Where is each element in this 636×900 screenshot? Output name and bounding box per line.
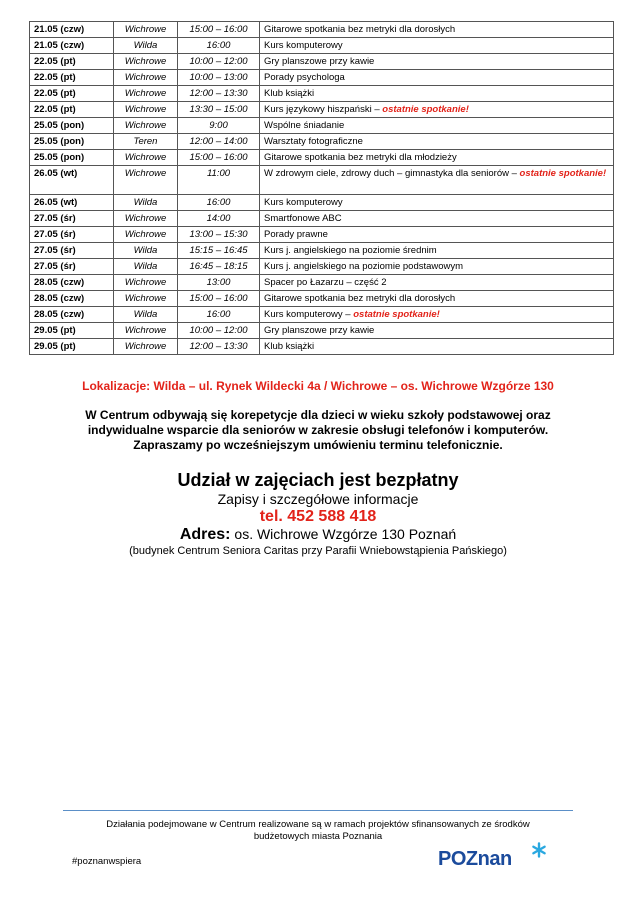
row-date-text: 27.05 (śr)	[34, 213, 76, 224]
address-label: Adres:	[179, 526, 231, 543]
last-meeting-note: ostatnie spotkanie!	[519, 168, 607, 179]
row-location	[114, 307, 178, 323]
schedule-row	[30, 339, 614, 355]
schedule-row	[30, 102, 614, 118]
row-location-text: Wilda	[133, 40, 158, 51]
footer-divider	[63, 810, 573, 811]
row-location	[114, 150, 178, 166]
row-title-text: Kurs j. angielskiego na poziomie średnim	[264, 245, 437, 256]
signup-line: Zapisy i szczegółowe informacje	[217, 491, 419, 507]
row-title-text: Spacer po Łazarzu – część 2	[264, 277, 387, 288]
row-time	[178, 70, 260, 86]
row-title-text: Gitarowe spotkania bez metryki dla dorosłych	[264, 24, 456, 35]
row-time	[178, 323, 260, 339]
row-date	[30, 259, 114, 275]
last-meeting-note: ostatnie spotkanie!	[353, 309, 440, 320]
row-title	[260, 166, 614, 195]
phone-number: tel. 452 588 418	[259, 508, 377, 525]
row-title	[260, 339, 614, 355]
row-date	[30, 166, 114, 195]
row-time	[178, 227, 260, 243]
row-location	[114, 22, 178, 38]
row-title	[260, 323, 614, 339]
row-date-text: 22.05 (pt)	[34, 56, 76, 67]
address-line	[0, 526, 636, 544]
locations-line: Lokalizacje: Wilda – ul. Rynek Wildecki 4a / Wichrowe – os. Wichrowe Wzgórze 130	[82, 379, 554, 393]
row-location	[114, 86, 178, 102]
row-location	[114, 166, 178, 195]
row-time-text: 14:00	[206, 213, 231, 224]
row-location-text: Wichrowe	[124, 56, 167, 67]
row-date	[30, 70, 114, 86]
schedule-row	[30, 307, 614, 323]
row-time	[178, 54, 260, 70]
schedule-row	[30, 227, 614, 243]
row-time	[178, 166, 260, 195]
row-title-text: Kurs komputerowy –	[264, 309, 354, 320]
row-location	[114, 259, 178, 275]
last-meeting-note: ostatnie spotkanie!	[382, 104, 469, 115]
row-title-text: Klub książki	[264, 88, 315, 99]
row-date	[30, 227, 114, 243]
row-time	[178, 339, 260, 355]
row-title-text: Gitarowe spotkania bez metryki dla dorosłych	[264, 293, 456, 304]
schedule-row	[30, 38, 614, 54]
row-location-text: Teren	[133, 136, 158, 147]
schedule-row	[30, 22, 614, 38]
row-date	[30, 22, 114, 38]
schedule-row	[30, 118, 614, 134]
row-title	[260, 195, 614, 211]
row-title-text: Kurs komputerowy	[264, 197, 343, 208]
row-date-text: 28.05 (czw)	[34, 277, 85, 288]
schedule-row	[30, 275, 614, 291]
row-time-text: 11:00	[206, 168, 231, 179]
poznan-logo	[438, 842, 550, 870]
row-location	[114, 227, 178, 243]
row-title-text: Klub książki	[264, 341, 315, 352]
row-location	[114, 134, 178, 150]
schedule-row	[30, 243, 614, 259]
row-location	[114, 195, 178, 211]
info-paragraph: W Centrum odbywają się korepetycje dla dzieci w wieku szkoły podstawowej oraz indywidualne wsparcie dla seniorów w zakresie obsługi telefonów i komputerów. Zapraszamy po wcześniejszym umówieniu terminu telefonicznie.	[85, 408, 551, 452]
row-title	[260, 102, 614, 118]
star-icon	[531, 842, 547, 858]
row-time-text: 12:00 – 14:00	[189, 136, 248, 147]
row-title-text: Kurs językowy hiszpański –	[264, 104, 383, 115]
row-location-text: Wichrowe	[124, 120, 167, 131]
row-time-text: 15:00 – 16:00	[189, 24, 248, 35]
row-title-text: Smartfonowe ABC	[264, 213, 342, 224]
row-time	[178, 118, 260, 134]
row-title-text: Porady prawne	[264, 229, 328, 240]
row-location	[114, 118, 178, 134]
row-date	[30, 134, 114, 150]
row-date-text: 28.05 (czw)	[34, 309, 85, 320]
row-time	[178, 307, 260, 323]
row-title	[260, 150, 614, 166]
row-location	[114, 54, 178, 70]
schedule-table	[29, 21, 614, 355]
row-title-text: Porady psychologa	[264, 72, 345, 83]
row-title	[260, 70, 614, 86]
row-date-text: 21.05 (czw)	[34, 40, 85, 51]
schedule-row	[30, 195, 614, 211]
row-time-text: 16:00	[206, 40, 231, 51]
row-title	[260, 22, 614, 38]
row-location	[114, 275, 178, 291]
row-date-text: 27.05 (śr)	[34, 229, 76, 240]
row-location-text: Wichrowe	[124, 229, 167, 240]
row-location-text: Wichrowe	[124, 24, 167, 35]
row-date	[30, 291, 114, 307]
row-title	[260, 54, 614, 70]
row-location	[114, 38, 178, 54]
row-date	[30, 102, 114, 118]
row-date	[30, 86, 114, 102]
row-location-text: Wilda	[133, 245, 158, 256]
row-location	[114, 70, 178, 86]
row-date	[30, 275, 114, 291]
row-date	[30, 150, 114, 166]
row-location-text: Wichrowe	[124, 293, 167, 304]
row-location-text: Wichrowe	[124, 325, 167, 336]
address-note: (budynek Centrum Seniora Caritas przy Parafii Wniebowstąpienia Pańskiego)	[129, 545, 507, 557]
row-location-text: Wichrowe	[124, 72, 167, 83]
schedule-row	[30, 291, 614, 307]
schedule-row	[30, 54, 614, 70]
row-time-text: 15:15 – 16:45	[189, 245, 248, 256]
row-date-text: 27.05 (śr)	[34, 261, 76, 272]
row-title-text: Gry planszowe przy kawie	[264, 325, 375, 336]
row-location-text: Wichrowe	[124, 213, 167, 224]
row-date-text: 26.05 (wt)	[34, 197, 78, 208]
row-time-text: 9:00	[209, 120, 228, 131]
row-title	[260, 86, 614, 102]
row-time-text: 12:00 – 13:30	[189, 341, 248, 352]
row-time-text: 16:45 – 18:15	[189, 261, 248, 272]
row-date	[30, 323, 114, 339]
row-date-text: 29.05 (pt)	[34, 325, 76, 336]
row-time-text: 13:00 – 15:30	[189, 229, 248, 240]
row-date	[30, 118, 114, 134]
row-location-text: Wilda	[133, 261, 158, 272]
row-title-text: Gry planszowe przy kawie	[264, 56, 375, 67]
row-time	[178, 38, 260, 54]
row-time-text: 16:00	[206, 309, 231, 320]
row-title	[260, 291, 614, 307]
row-time-text: 15:00 – 16:00	[189, 152, 248, 163]
row-date-text: 27.05 (śr)	[34, 245, 76, 256]
schedule-body	[30, 22, 614, 355]
row-date-text: 22.05 (pt)	[34, 72, 76, 83]
row-time-text: 12:00 – 13:30	[189, 88, 248, 99]
schedule-row	[30, 211, 614, 227]
row-time-text: 16:00	[206, 197, 231, 208]
row-title-text: Kurs j. angielskiego na poziomie podstawowym	[264, 261, 464, 272]
row-date-text: 26.05 (wt)	[34, 168, 78, 179]
row-date-text: 22.05 (pt)	[34, 104, 76, 115]
row-title	[260, 259, 614, 275]
row-time-text: 13:00	[206, 277, 231, 288]
row-date-text: 25.05 (pon)	[34, 120, 85, 131]
row-time	[178, 291, 260, 307]
row-time	[178, 134, 260, 150]
row-title-text: Warsztaty fotograficzne	[264, 136, 363, 147]
row-location-text: Wichrowe	[124, 152, 167, 163]
row-location	[114, 339, 178, 355]
row-time	[178, 195, 260, 211]
row-title	[260, 134, 614, 150]
schedule-row	[30, 166, 614, 195]
row-date	[30, 211, 114, 227]
row-time	[178, 102, 260, 118]
schedule-row	[30, 150, 614, 166]
row-title	[260, 243, 614, 259]
row-location-text: Wichrowe	[124, 341, 167, 352]
row-location-text: Wichrowe	[124, 104, 167, 115]
row-date-text: 25.05 (pon)	[34, 152, 85, 163]
row-date	[30, 54, 114, 70]
row-date	[30, 38, 114, 54]
schedule-row	[30, 259, 614, 275]
row-time	[178, 243, 260, 259]
row-time-text: 13:30 – 15:00	[189, 104, 248, 115]
row-title-text: Kurs komputerowy	[264, 40, 343, 51]
row-date-text: 28.05 (czw)	[34, 293, 85, 304]
row-location-text: Wilda	[133, 309, 158, 320]
hashtag: #poznanwspiera	[72, 856, 142, 867]
row-title-text: Gitarowe spotkania bez metryki dla młodzieży	[264, 152, 457, 163]
address-value: os. Wichrowe Wzgórze 130 Poznań	[230, 526, 457, 542]
row-time	[178, 150, 260, 166]
row-date-text: 21.05 (czw)	[34, 24, 85, 35]
row-time	[178, 22, 260, 38]
row-location-text: Wichrowe	[124, 168, 167, 179]
row-time	[178, 86, 260, 102]
row-date	[30, 195, 114, 211]
row-title-text: Wspólne śniadanie	[264, 120, 345, 131]
row-title	[260, 211, 614, 227]
schedule-row	[30, 70, 614, 86]
schedule-row	[30, 323, 614, 339]
schedule-row	[30, 86, 614, 102]
row-location-text: Wilda	[133, 197, 158, 208]
row-time-text: 10:00 – 12:00	[189, 56, 248, 67]
row-location-text: Wichrowe	[124, 88, 167, 99]
row-date-text: 22.05 (pt)	[34, 88, 76, 99]
row-date-text: 25.05 (pon)	[34, 136, 85, 147]
row-date-text: 29.05 (pt)	[34, 341, 76, 352]
row-date	[30, 307, 114, 323]
row-title	[260, 38, 614, 54]
free-participation-heading: Udział w zajęciach jest bezpłatny	[177, 470, 459, 490]
row-title	[260, 118, 614, 134]
row-location-text: Wichrowe	[124, 277, 167, 288]
footer-funding-note: Działania podejmowane w Centrum realizowane są w ramach projektów sfinansowanych ze środków budżetowych miasta Poznania	[106, 819, 530, 842]
row-location	[114, 102, 178, 118]
row-time-text: 15:00 – 16:00	[189, 293, 248, 304]
row-title	[260, 275, 614, 291]
schedule-row	[30, 134, 614, 150]
row-title-text: W zdrowym ciele, zdrowy duch – gimnastyka dla seniorów –	[264, 168, 520, 179]
row-time-text: 10:00 – 13:00	[189, 72, 248, 83]
poznan-logo-text: POZnan	[438, 848, 512, 870]
row-location	[114, 323, 178, 339]
row-title	[260, 227, 614, 243]
row-time	[178, 259, 260, 275]
row-date	[30, 243, 114, 259]
row-time-text: 10:00 – 12:00	[189, 325, 248, 336]
row-time	[178, 211, 260, 227]
row-title	[260, 307, 614, 323]
row-location	[114, 211, 178, 227]
row-time	[178, 275, 260, 291]
row-date	[30, 339, 114, 355]
row-location	[114, 243, 178, 259]
row-location	[114, 291, 178, 307]
